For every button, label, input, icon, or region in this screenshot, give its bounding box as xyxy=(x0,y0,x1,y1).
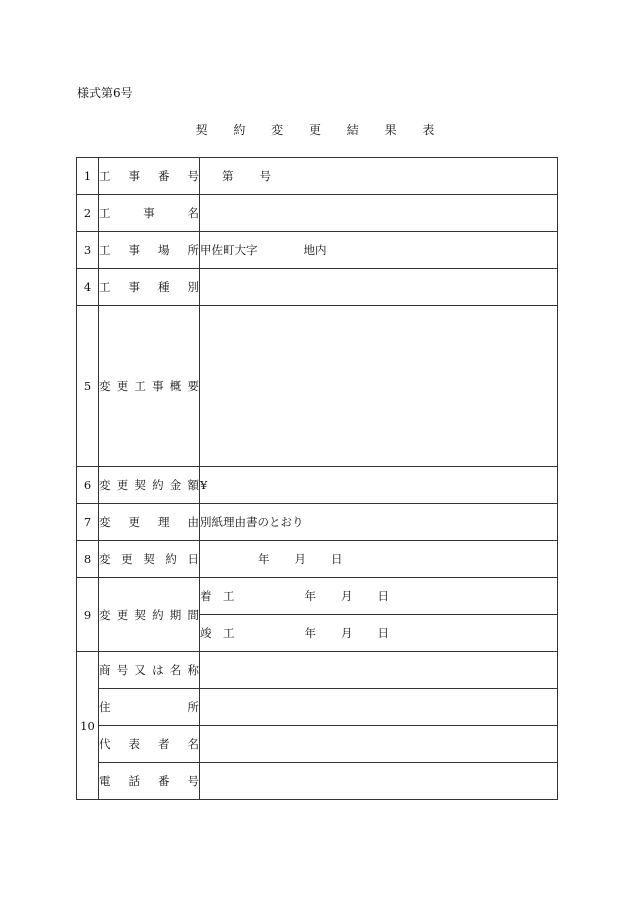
label-company-name: 商 号 又 は 名 称 xyxy=(99,652,200,689)
value-change-date[interactable]: 年 月 日 xyxy=(200,541,558,578)
row-construction-type xyxy=(77,269,558,306)
value-period-start[interactable]: 着 工 年 月 日 xyxy=(200,578,558,615)
row-phone-number xyxy=(77,763,558,800)
value-representative[interactable] xyxy=(200,726,558,763)
row-number: 4 xyxy=(77,269,99,306)
value-change-reason[interactable]: 別紙理由書のとおり xyxy=(200,504,558,541)
row-number: 6 xyxy=(77,467,99,504)
value-period-end[interactable]: 竣 工 年 月 日 xyxy=(200,615,558,652)
label-change-amount: 変 更 契 約 金 額 xyxy=(99,467,200,504)
label-change-reason: 変 更 理 由 xyxy=(99,504,200,541)
value-construction-type[interactable] xyxy=(200,269,558,306)
label-construction-number: 工 事 番 号 xyxy=(99,158,200,195)
row-number: 2 xyxy=(77,195,99,232)
value-construction-name[interactable] xyxy=(200,195,558,232)
row-number: 7 xyxy=(77,504,99,541)
row-change-summary xyxy=(77,306,558,467)
row-number: 10 xyxy=(77,652,99,800)
row-number: 8 xyxy=(77,541,99,578)
row-construction-site xyxy=(77,232,558,269)
row-number: 5 xyxy=(77,306,99,467)
row-address xyxy=(77,689,558,726)
row-change-date xyxy=(77,541,558,578)
value-change-amount[interactable]: ¥ xyxy=(200,467,558,504)
row-representative xyxy=(77,726,558,763)
row-construction-name xyxy=(77,195,558,232)
value-construction-site[interactable]: 甲佐町大字 地内 xyxy=(200,232,558,269)
label-construction-type: 工 事 種 別 xyxy=(99,269,200,306)
label-address: 住 所 xyxy=(99,689,200,726)
row-change-amount xyxy=(77,467,558,504)
row-company-name xyxy=(77,652,558,689)
document-title: 契 約 変 更 結 果 表 xyxy=(195,123,446,137)
label-construction-name: 工 事 名 xyxy=(99,195,200,232)
label-change-date: 変 更 契 約 日 xyxy=(99,541,200,578)
value-construction-number[interactable]: 第 号 xyxy=(200,158,558,195)
value-address[interactable] xyxy=(200,689,558,726)
label-representative: 代 表 者 名 xyxy=(99,726,200,763)
label-phone-number: 電 話 番 号 xyxy=(99,763,200,800)
row-change-period-start xyxy=(77,578,558,615)
value-change-summary[interactable] xyxy=(200,306,558,467)
label-construction-site: 工 事 場 所 xyxy=(99,232,200,269)
row-number: 1 xyxy=(77,158,99,195)
contract-change-table xyxy=(76,157,558,800)
row-number: 3 xyxy=(77,232,99,269)
row-change-reason xyxy=(77,504,558,541)
row-construction-number xyxy=(77,158,558,195)
form-number: 様式第6号 xyxy=(77,86,133,100)
label-change-period: 変 更 契 約 期 間 xyxy=(99,578,200,652)
label-change-summary: 変 更 工 事 概 要 xyxy=(99,306,200,467)
value-phone-number[interactable] xyxy=(200,763,558,800)
value-company-name[interactable] xyxy=(200,652,558,689)
row-number: 9 xyxy=(77,578,99,652)
